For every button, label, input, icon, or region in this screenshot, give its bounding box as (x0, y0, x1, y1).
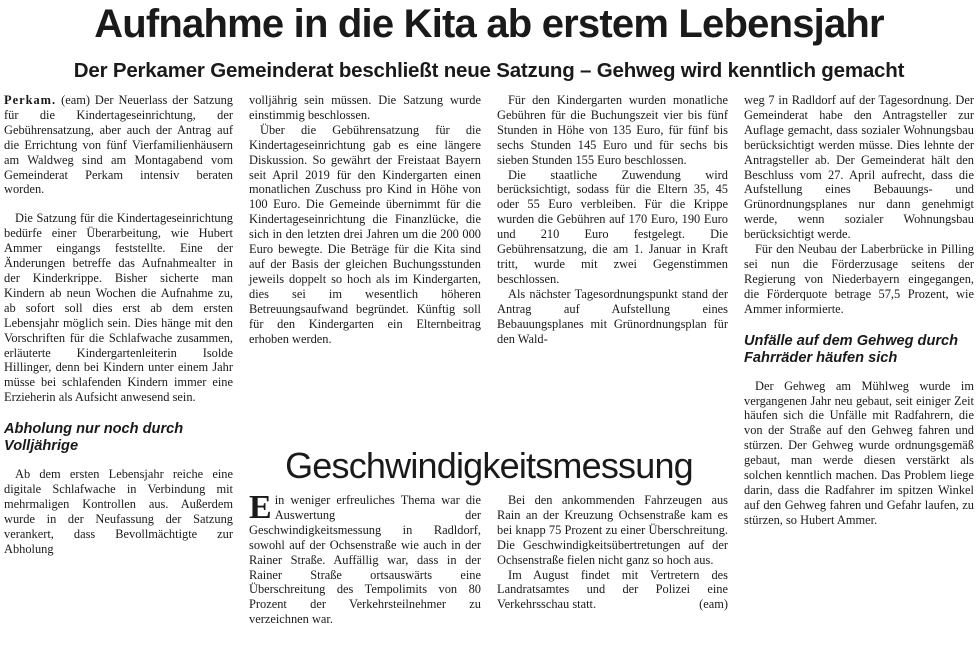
paragraph: Als nächster Tagesordnungspunkt stand der Antrag auf Aufstellung eines Bebauungsplanes mit Grünordnungsplan für den Wald- (497, 286, 728, 346)
paragraph: Für den Neubau der Laberbrücke in Pilling sei nun die Förderzusage seitens der Regierung von Niederbayern eingegangen, die Förderquote betrage 57,5 Prozent, wie Ammer informierte. (744, 242, 974, 316)
article-column-1 (4, 93, 233, 557)
paragraph: volljährig sein müssen. Die Satzung wurde einstimmig beschlossen. (249, 93, 481, 122)
paragraph-text: in weniger erfreuliches Thema war die Auswertung der Geschwindigkeitsmessung in Radldorf, sowohl auf der Ochsenstraße wie auch in der Rainer Straße. Auffällig war, dass in der Rainer Straße ortsauswärts eine Überschreitung des Tempolimits von 80 Prozent der Verkehrsteilnehmer zu verzeichnen war. (249, 493, 481, 627)
paragraph-text: Im August findet mit Vertretern des Landratsamtes und der Polizei eine Verkehrsschau statt. (497, 567, 728, 612)
article-column-3 (497, 93, 728, 346)
paragraph: Über die Gebührensatzung für die Kindertageseinrichtung gab es eine längere Diskussion. So gewährt der Freistaat Bayern seit April 2019 für den Kindergarten einen monatlichen Zuschuss pro Kind in Höhe von 100 Euro. Die Gemeinde übernimmt für die Kindertageseinrichtung die Finanzlücke, die sich in den letzten drei Jahren um die 200 000 Euro bewegte. Die Beträge für die Kita sind auf der Basis der gleichen Buchungsstunden jeweils doppelt so hoch als im Kindergarten, dies sei im wesentlich höheren Betreuungsaufwand begründet. Künftig soll für den Kindergarten ein Elternbeitrag erhoben werden. (249, 122, 481, 346)
paragraph-text: (eam) Der Neuerlass der Satzung für die Kindertageseinrichtung, der Gebührensatzung, aber auch der Antrag auf die Errichtung von fünf Vierfamilienhäusern am Waldweg sind am Montagabend vom Gemeinderat Perkam intensiv beraten worden. (4, 93, 233, 197)
dateline: Perkam. (4, 93, 57, 107)
subheadline: Der Perkamer Gemeinderat beschließt neue Satzung – Gehweg wird kenntlich gemacht (73, 59, 905, 82)
drop-cap: E (249, 489, 272, 526)
paragraph: Die Satzung für die Kindertageseinrichtung bedürfe einer Überarbeitung, wie Hubert Ammer eingangs feststellte. Eine der Änderungen betreffe das Aufnahmealter in der Kinderkrippe. Bisher sicherte man Kindern ab neun Wochen die Aufnahme zu, ab sofort soll dies erst ab dem ersten Lebensjahr möglich sein. Dies hänge mit den Vorschriften für die Schlafwache zusammen, erläuterte Kindergartenleiterin Isolde Hillinger, denn bei Kindern unter einem Jahr müsse bei schlafenden Kindern immer eine Erzieherin als Aufsicht anwesend sein. (4, 211, 233, 405)
subheading-abholung: Abholung nur noch durch Volljährige (4, 421, 184, 455)
paragraph (249, 489, 481, 627)
paragraph: Für den Kindergarten wurden monatliche Gebühren für die Buchungszeit vier bis fünf Stunden in Höhe von 135 Euro, für fünf bis sechs Stunden 145 Euro und für sechs bis sieben Stunden 155 Euro beschlossen. (497, 93, 728, 167)
paragraph (497, 568, 728, 613)
subheading-unfaelle: Unfälle auf dem Gehweg durch Fahrräder häufen sich (744, 332, 959, 366)
paragraph: Der Gehweg am Mühlweg wurde im vergangenen Jahr neu gebaut, seit einiger Zeit häufen sich die Unfälle mit Radfahrern, die von der Straße auf den Gehweg fahren und stürzen. Der Gehweg wurde ordnungsgemäß gebaut, man werde diesen verstärkt als solchen kenntlich machen. Das Problem liege darin, dass die Radfahrer im spitzen Winkel auf den Gehweg fahren und Gefahr laufen, zu stürzen, so Hubert Ammer. (744, 378, 974, 527)
paragraph: Ab dem ersten Lebensjahr reiche eine digitale Schlafwache in Verbindung mit mehrmaligen Kontrollen aus. Außerdem wurde in der Neufassung der Satzung verankert, dass Bevollmächtigte zur Abholung (4, 467, 233, 556)
paragraph: Die staatliche Zuwendung wird berücksichtigt, sodass für die Eltern 35, 45 oder 55 Euro verbleiben. Für die Krippe wurden die Gebühren auf 170 Euro, 190 Euro und 210 Euro festgelegt. Die Gebührensatzung, die am 1. Januar in Kraft tritt, wurde mit zwei Gegenstimmen beschlossen. (497, 167, 728, 286)
paragraph: Bei den ankommenden Fahrzeugen aus Rain an der Kreuzung Ochsenstraße kam es bei knapp 75 Prozent zu einer Überschreitung. Die Geschwindigkeitsübertretungen auf der Ochsenstraße fielen nicht ganz so hoch aus. (497, 493, 728, 567)
box-title: Geschwindigkeitsmessung (285, 445, 693, 486)
article-column-2 (249, 93, 481, 346)
box-column-left (249, 489, 481, 627)
box-column-right (497, 493, 728, 612)
headline: Aufnahme in die Kita ab erstem Lebensjahr (94, 2, 884, 46)
author-signature: (eam) (699, 597, 728, 612)
article-column-4 (744, 93, 974, 528)
paragraph: weg 7 in Radldorf auf der Tagesordnung. Der Gemeinderat habe den Antragsteller zur Auflage gemacht, dass sozialer Wohnungsbau berücksichtigt werden müsse. Dies lehnte der Antragsteller ab. Der Gemeinderat hält den Beschluss vom 27. April aufrecht, dass die Aufstellung eines Bebauungs- und Grünordnungsplanes nur dann genehmigt werde, wenn sozialer Wohnungsbau berücksichtigt werde. (744, 93, 974, 242)
lead-paragraph (4, 93, 233, 197)
